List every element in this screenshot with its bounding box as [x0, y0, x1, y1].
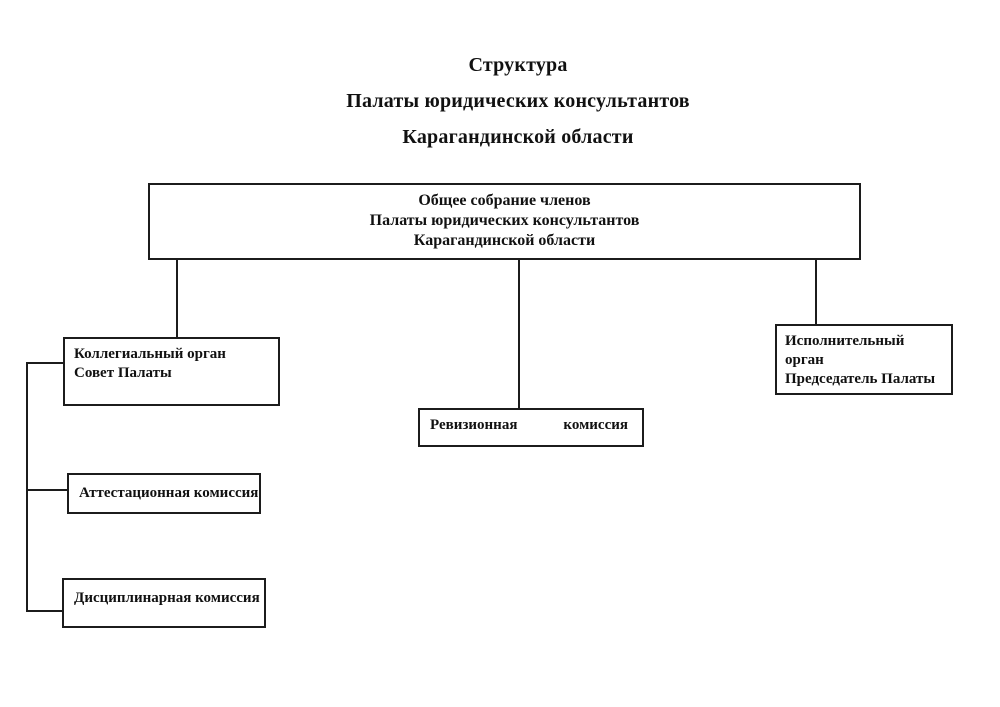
executive-body-line-2: Председатель Палаты: [785, 371, 936, 387]
general-assembly-line-2: Палаты юридических консультантов: [369, 212, 640, 229]
diagram-title: [18, 47, 1000, 155]
box-general-assembly: [148, 183, 861, 260]
connector-rail-to-disciplinary: [26, 610, 62, 612]
general-assembly-line-1: Общее собрание членов: [418, 192, 591, 209]
box-executive-body: [775, 324, 953, 395]
connector-rail-to-collegial: [26, 362, 63, 364]
title-line-2: Палаты юридических консультантов: [346, 90, 690, 112]
title-line-1: Структура: [468, 54, 568, 76]
disciplinary-commission-label: Дисциплинарная комиссия: [74, 590, 260, 606]
box-disciplinary-commission: [62, 578, 266, 628]
box-collegial-body: [63, 337, 280, 406]
connector-rail-to-attestation: [26, 489, 67, 491]
box-attestation-commission: [67, 473, 261, 514]
box-audit-commission: [418, 408, 644, 447]
connector-collegial-rail: [26, 362, 28, 612]
connector-assembly-to-audit: [518, 260, 520, 408]
executive-body-line-1: Исполнительный орган: [785, 333, 905, 368]
collegial-body-line-2: Совет Палаты: [74, 365, 172, 381]
title-line-3: Карагандинской области: [402, 126, 634, 148]
connector-assembly-to-collegial: [176, 260, 178, 337]
audit-commission-word-1: Ревизионная: [430, 417, 518, 433]
audit-commission-word-2: комиссия: [563, 417, 628, 433]
collegial-body-line-1: Коллегиальный орган: [74, 346, 226, 362]
general-assembly-line-3: Карагандинской области: [413, 232, 596, 249]
attestation-commission-label: Аттестационная комиссия: [79, 485, 259, 501]
connector-assembly-to-executive: [815, 260, 817, 324]
